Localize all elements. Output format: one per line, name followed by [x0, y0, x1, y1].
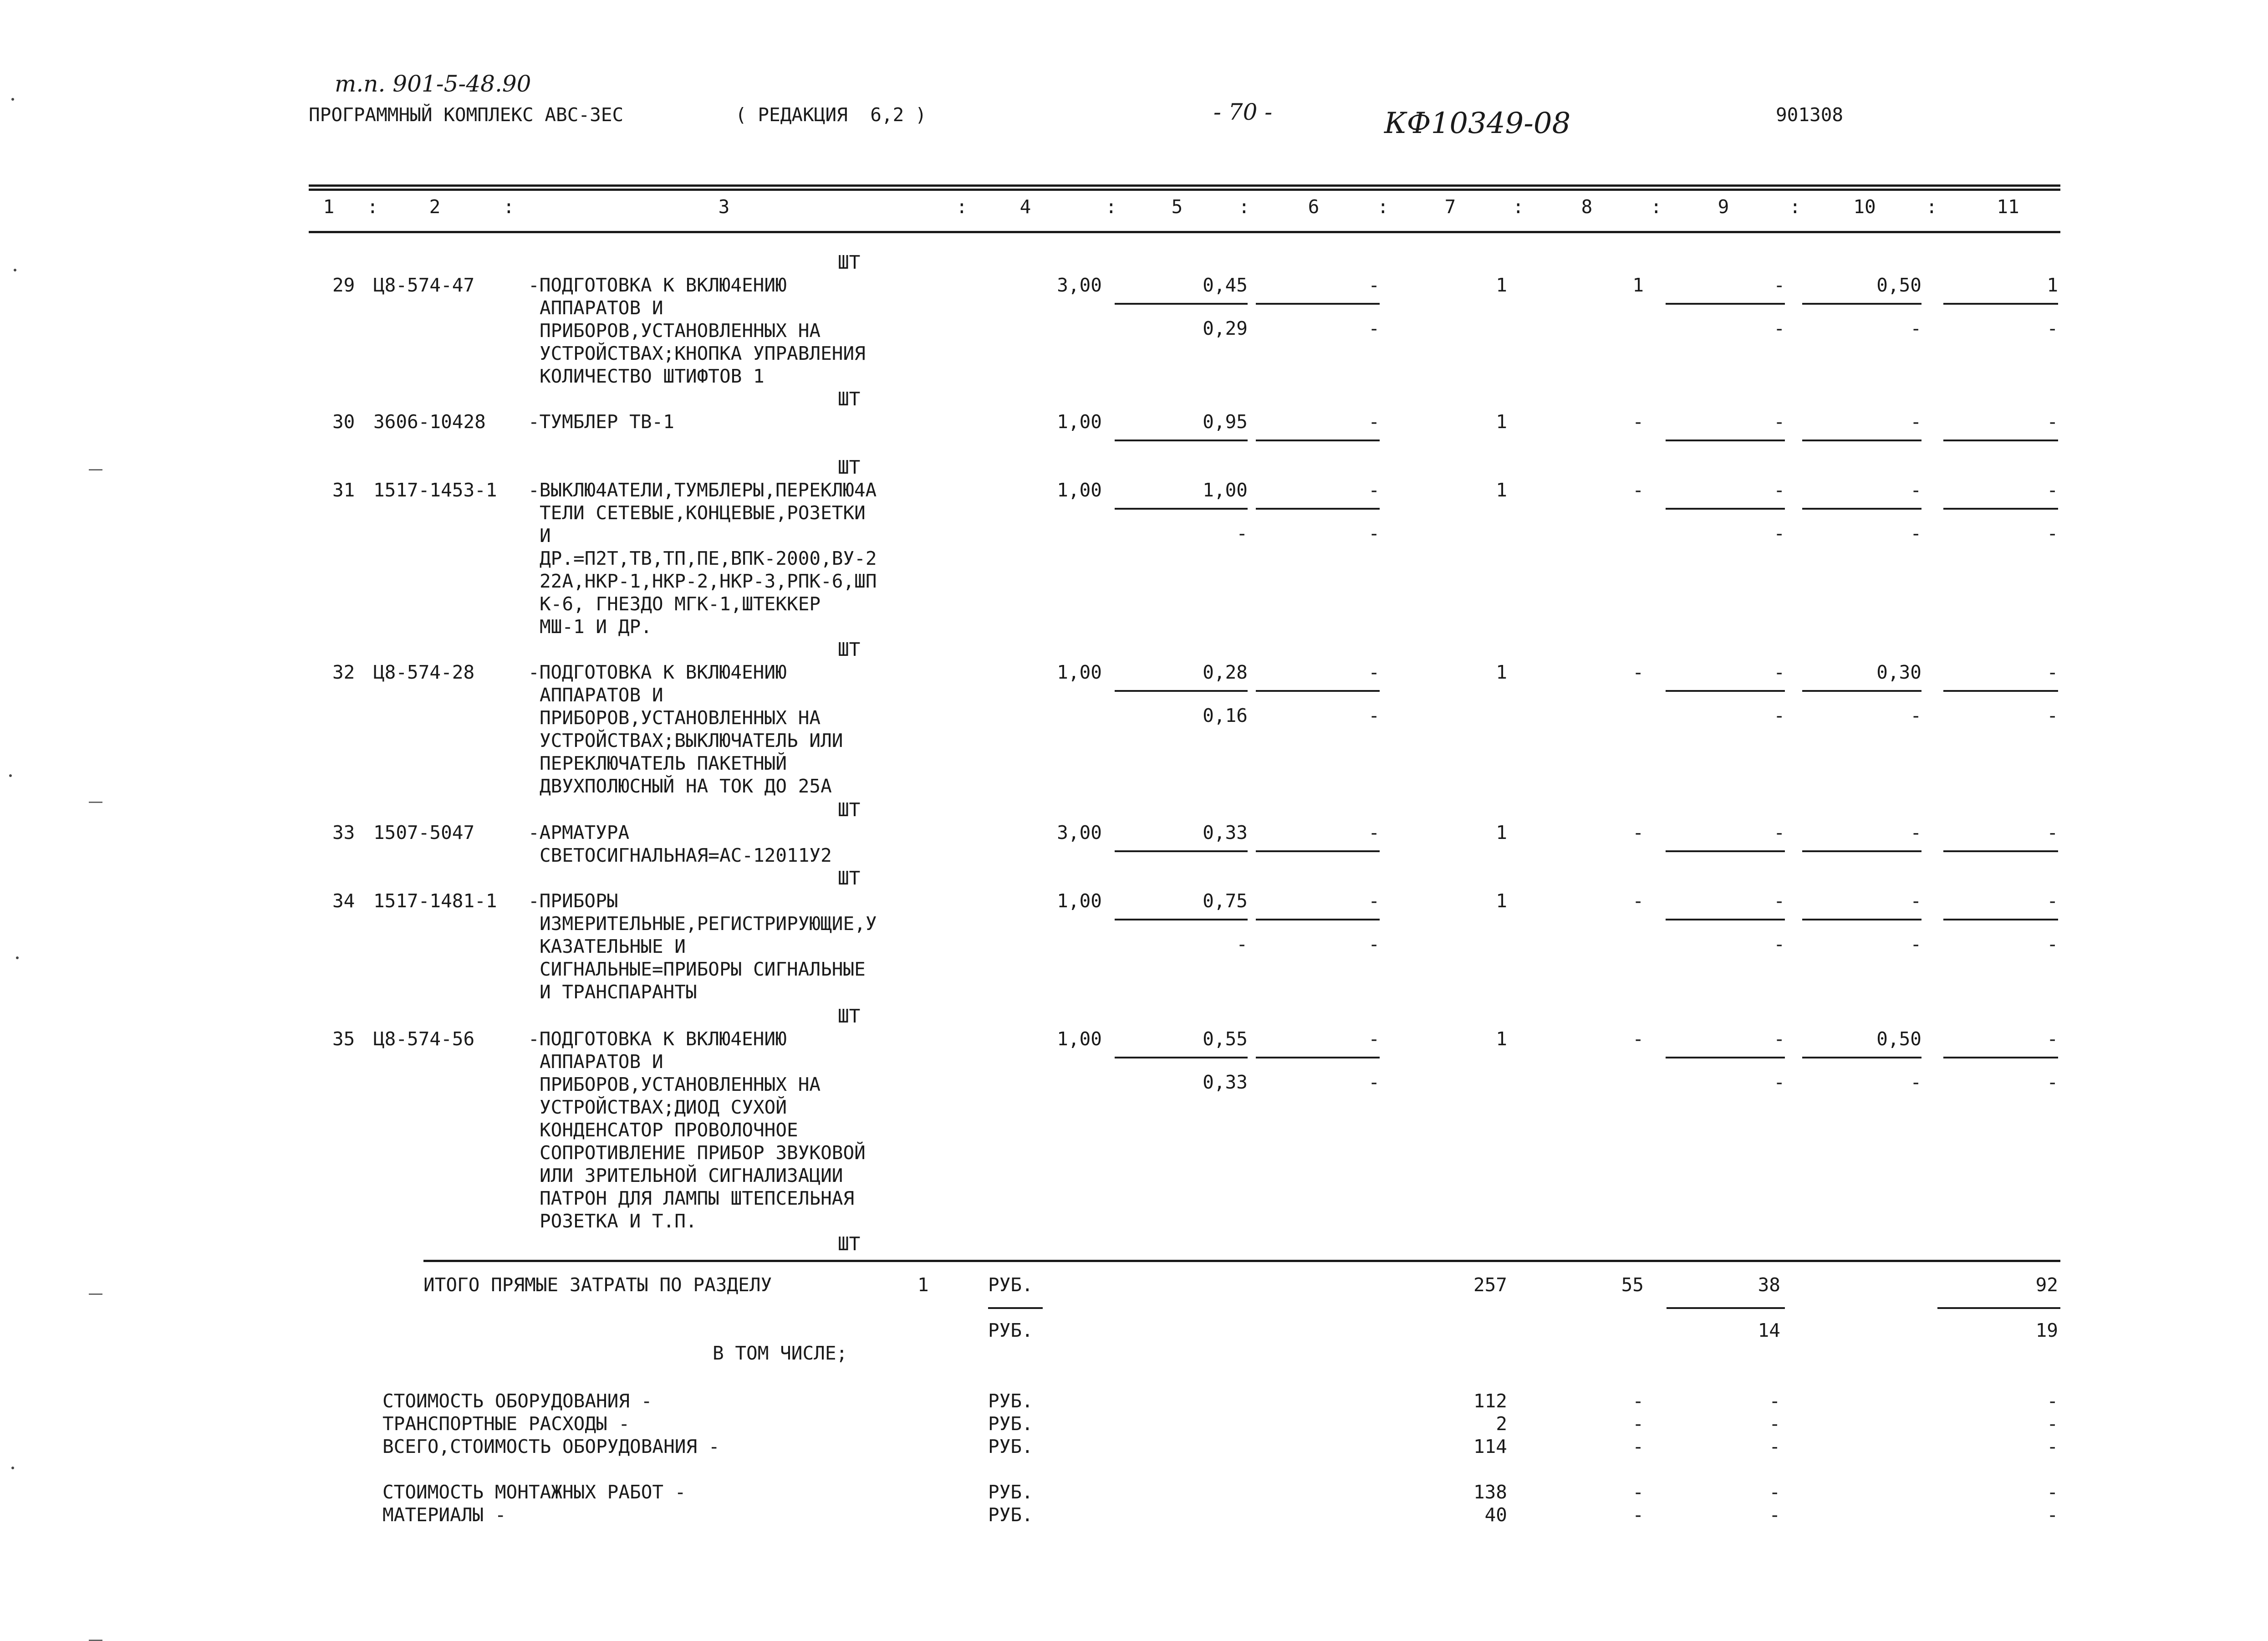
row-col9: -	[1774, 822, 1785, 844]
cell-rule	[1115, 440, 1248, 441]
column-header-9: 9	[1718, 196, 1729, 218]
cell-rule	[1802, 919, 1921, 920]
summary-col9: -	[1769, 1413, 1780, 1435]
row-col6-b: -	[1368, 933, 1380, 955]
row-col7: 1	[1496, 890, 1507, 912]
totals-currency: РУБ.	[988, 1274, 1033, 1296]
column-header-11: 11	[1997, 196, 2019, 218]
row-col8: -	[1632, 411, 1644, 433]
summary-col9: -	[1769, 1481, 1780, 1503]
summary-col11: -	[2047, 1481, 2058, 1503]
header-rule-bottom	[309, 231, 2060, 233]
row-description-line: АППАРАТОВ И	[540, 1051, 663, 1073]
row-col5-b: -	[1236, 933, 1248, 955]
unit-label: ШТ	[838, 639, 861, 660]
row-description-line: КОЛИЧЕСТВО ШТИФТОВ 1	[540, 365, 764, 387]
cell-rule	[1802, 850, 1921, 852]
row-col11-b: -	[2047, 317, 2058, 339]
row-description-line: -ПОДГОТОВКА К ВКЛЮ4ЕНИЮ	[528, 1028, 787, 1050]
row-description-line: УСТРОЙСТВАХ;ДИОД СУХОЙ	[540, 1096, 787, 1118]
row-col10: -	[1910, 479, 1921, 501]
column-separator: :	[1513, 196, 1524, 218]
cell-rule	[1943, 508, 2058, 510]
document-code: КФ10349-08	[1384, 107, 1571, 140]
row-description-line: ПАТРОН ДЛЯ ЛАМПЫ ШТЕПСЕЛЬНАЯ	[540, 1187, 855, 1209]
row-col11: -	[2047, 1028, 2058, 1050]
cell-rule	[1115, 850, 1248, 852]
row-col8: -	[1632, 479, 1644, 501]
column-separator: :	[1106, 196, 1117, 218]
scan-mark	[89, 802, 102, 803]
unit-label: ШТ	[838, 1005, 861, 1027]
summary-col7: 112	[1473, 1390, 1507, 1412]
row-col11: -	[2047, 890, 2058, 912]
column-header-8: 8	[1581, 196, 1593, 218]
row-col6-b: -	[1368, 522, 1380, 544]
totals-col9-rule	[1667, 1307, 1785, 1309]
row-col11: -	[2047, 661, 2058, 683]
summary-label: СТОИМОСТЬ МОНТАЖНЫХ РАБОТ -	[382, 1481, 686, 1503]
row-description-line: РОЗЕТКА И Т.П.	[540, 1210, 697, 1232]
row-number: 35	[332, 1028, 355, 1050]
cell-rule	[1666, 440, 1785, 441]
summary-col7: 114	[1473, 1436, 1507, 1457]
row-col11: -	[2047, 411, 2058, 433]
cell-rule	[1256, 440, 1380, 441]
row-col5-b: 0,16	[1203, 705, 1248, 726]
row-description-line: 22А,НКР-1,НКР-2,НКР-3,РПК-6,ШП	[540, 570, 877, 592]
row-col6: -	[1368, 274, 1380, 296]
row-col5-b: 0,29	[1203, 317, 1248, 339]
row-description-line: СОПРОТИВЛЕНИЕ ПРИБОР ЗВУКОВОЙ	[540, 1142, 866, 1164]
row-col5: 0,33	[1203, 822, 1248, 844]
summary-col7: 40	[1484, 1504, 1507, 1526]
column-separator: :	[1651, 196, 1662, 218]
row-description-line: -ВЫКЛЮ4АТЕЛИ,ТУМБЛЕРЫ,ПЕРЕКЛЮ4А	[528, 479, 877, 501]
row-col11-b: -	[2047, 705, 2058, 726]
cell-rule	[1802, 303, 1921, 305]
row-col11-b: -	[2047, 933, 2058, 955]
totals-section: 1	[917, 1274, 929, 1296]
row-col11-b: -	[2047, 522, 2058, 544]
cell-rule	[1666, 919, 1785, 920]
column-header-7: 7	[1444, 196, 1456, 218]
row-col11: -	[2047, 479, 2058, 501]
unit-label: ШТ	[838, 388, 861, 410]
column-header-10: 10	[1853, 196, 1876, 218]
row-col7: 1	[1496, 274, 1507, 296]
totals-currency-rule	[988, 1307, 1043, 1309]
row-col6-b: -	[1368, 705, 1380, 726]
row-col9-b: -	[1774, 933, 1785, 955]
row-number: 30	[332, 411, 355, 433]
row-col4: 1,00	[1057, 479, 1102, 501]
cell-rule	[1115, 919, 1248, 920]
cell-rule	[1256, 508, 1380, 510]
row-col6: -	[1368, 1028, 1380, 1050]
cell-rule	[1802, 690, 1921, 692]
summary-col11: -	[2047, 1504, 2058, 1526]
cell-rule	[1115, 303, 1248, 305]
document-number: 901308	[1776, 104, 1844, 126]
row-code: Ц8-574-56	[373, 1028, 475, 1050]
column-header-5: 5	[1171, 196, 1183, 218]
column-separator: :	[1238, 196, 1250, 218]
cell-rule	[1256, 1057, 1380, 1058]
row-col6-b: -	[1368, 1071, 1380, 1093]
row-col4: 3,00	[1057, 274, 1102, 296]
summary-col11: -	[2047, 1390, 2058, 1412]
summary-col9: -	[1769, 1390, 1780, 1412]
cell-rule	[1943, 919, 2058, 920]
row-col5: 0,45	[1203, 274, 1248, 296]
row-col7: 1	[1496, 479, 1507, 501]
row-description-line: АППАРАТОВ И	[540, 684, 663, 706]
cell-rule	[1666, 1057, 1785, 1058]
row-col4: 1,00	[1057, 1028, 1102, 1050]
row-description-line: СВЕТОСИГНАЛЬНАЯ=АС-12011У2	[540, 844, 832, 866]
column-separator: :	[1789, 196, 1801, 218]
unit-label: ШТ	[838, 1233, 861, 1255]
cell-rule	[1256, 850, 1380, 852]
row-col10: -	[1910, 822, 1921, 844]
summary-col8: -	[1632, 1413, 1644, 1435]
column-header-6: 6	[1308, 196, 1320, 218]
unit-label: ШТ	[838, 251, 861, 273]
row-col5: 0,75	[1203, 890, 1248, 912]
row-code: 3606-10428	[373, 411, 486, 433]
cell-rule	[1666, 508, 1785, 510]
program-edition: ( РЕДАКЦИЯ 6,2 )	[735, 104, 927, 126]
cell-rule	[1256, 303, 1380, 305]
cell-rule	[1802, 440, 1921, 441]
summary-col7: 2	[1496, 1413, 1507, 1435]
row-number: 33	[332, 822, 355, 844]
totals-col9: 38	[1758, 1274, 1780, 1296]
row-col10: 0,30	[1876, 661, 1921, 683]
row-code: Ц8-574-28	[373, 661, 475, 683]
row-col5: 0,28	[1203, 661, 1248, 683]
summary-currency: РУБ.	[988, 1413, 1033, 1435]
column-separator: :	[503, 196, 515, 218]
cell-rule	[1666, 690, 1785, 692]
row-col10: -	[1910, 411, 1921, 433]
row-number: 29	[332, 274, 355, 296]
column-header-3: 3	[718, 196, 730, 218]
summary-col11: -	[2047, 1436, 2058, 1457]
header-rule-top	[309, 184, 2060, 187]
cell-rule	[1802, 508, 1921, 510]
totals-col11: 92	[2035, 1274, 2058, 1296]
summary-col8: -	[1632, 1504, 1644, 1526]
cell-rule	[1943, 1057, 2058, 1058]
row-description-line: -ТУМБЛЕР ТВ-1	[528, 411, 674, 433]
row-description-line: СИГНАЛЬНЫЕ=ПРИБОРЫ СИГНАЛЬНЫЕ	[540, 958, 866, 980]
cell-rule	[1943, 850, 2058, 852]
row-description-line: -АРМАТУРА	[528, 822, 630, 844]
row-col5-b: -	[1236, 522, 1248, 544]
row-col7: 1	[1496, 822, 1507, 844]
totals-including: В ТОМ ЧИСЛЕ;	[713, 1342, 848, 1364]
column-separator: :	[1377, 196, 1389, 218]
row-col8: -	[1632, 822, 1644, 844]
row-description-line: МШ-1 И ДР.	[540, 616, 652, 638]
row-description-line: И ТРАНСПАРАНТЫ	[540, 981, 697, 1003]
scan-speck	[11, 1467, 14, 1469]
cell-rule	[1943, 440, 2058, 441]
row-col6: -	[1368, 822, 1380, 844]
column-separator: :	[956, 196, 968, 218]
row-code: 1507-5047	[373, 822, 475, 844]
totals-col7: 257	[1473, 1274, 1507, 1296]
handwritten-reference: т.п. 901-5-48.90	[335, 71, 531, 97]
unit-label: ШТ	[838, 456, 861, 478]
summary-col8: -	[1632, 1481, 1644, 1503]
row-col10: -	[1910, 890, 1921, 912]
scan-speck	[9, 774, 12, 777]
row-col9-b: -	[1774, 522, 1785, 544]
row-col5-b: 0,33	[1203, 1071, 1248, 1093]
cell-rule	[1943, 303, 2058, 305]
row-col10: 0,50	[1876, 1028, 1921, 1050]
row-col10-b: -	[1910, 317, 1921, 339]
scan-speck	[14, 269, 16, 271]
cell-rule	[1115, 690, 1248, 692]
cell-rule	[1256, 919, 1380, 920]
row-col8: -	[1632, 1028, 1644, 1050]
summary-currency: РУБ.	[988, 1390, 1033, 1412]
row-description-line: УСТРОЙСТВАХ;КНОПКА УПРАВЛЕНИЯ	[540, 343, 866, 364]
cell-rule	[1666, 850, 1785, 852]
summary-label: МАТЕРИАЛЫ -	[382, 1504, 506, 1526]
unit-label: ШТ	[838, 867, 861, 889]
totals-col11-rule	[1937, 1307, 2060, 1309]
totals-col11-b: 19	[2035, 1319, 2058, 1341]
cell-rule	[1802, 1057, 1921, 1058]
scan-mark	[89, 469, 102, 470]
row-description-line: КАЗАТЕЛЬНЫЕ И	[540, 936, 686, 957]
row-description-line: ДР.=П2Т,ТВ,ТП,ПЕ,ВПК-2000,ВУ-2	[540, 547, 877, 569]
row-col10-b: -	[1910, 705, 1921, 726]
summary-label: СТОИМОСТЬ ОБОРУДОВАНИЯ -	[382, 1390, 652, 1412]
row-code: 1517-1453-1	[373, 479, 497, 501]
column-header-4: 4	[1019, 196, 1031, 218]
row-col9-b: -	[1774, 1071, 1785, 1093]
row-description-line: ПРИБОРОВ,УСТАНОВЛЕННЫХ НА	[540, 707, 821, 729]
summary-col8: -	[1632, 1390, 1644, 1412]
column-header-1: 1	[323, 196, 335, 218]
totals-col8: 55	[1621, 1274, 1644, 1296]
row-col7: 1	[1496, 661, 1507, 683]
column-header-2: 2	[429, 196, 441, 218]
summary-currency: РУБ.	[988, 1436, 1033, 1457]
totals-currency-2: РУБ.	[988, 1319, 1033, 1341]
scan-speck	[11, 98, 14, 101]
row-col5: 0,55	[1203, 1028, 1248, 1050]
summary-col11: -	[2047, 1413, 2058, 1435]
row-col9: -	[1774, 661, 1785, 683]
row-col11: 1	[2047, 274, 2058, 296]
row-code: 1517-1481-1	[373, 890, 497, 912]
header-rule-top2	[309, 189, 2060, 191]
row-number: 31	[332, 479, 355, 501]
row-col4: 1,00	[1057, 661, 1102, 683]
summary-col8: -	[1632, 1436, 1644, 1457]
cell-rule	[1666, 303, 1785, 305]
row-col8: -	[1632, 890, 1644, 912]
row-col11-b: -	[2047, 1071, 2058, 1093]
row-col9: -	[1774, 1028, 1785, 1050]
row-number: 34	[332, 890, 355, 912]
row-col8: 1	[1632, 274, 1644, 296]
row-col9: -	[1774, 890, 1785, 912]
totals-label: ИТОГО ПРЯМЫЕ ЗАТРАТЫ ПО РАЗДЕЛУ	[423, 1274, 772, 1296]
row-col9: -	[1774, 479, 1785, 501]
row-col10-b: -	[1910, 933, 1921, 955]
totals-col9-b: 14	[1758, 1319, 1780, 1341]
row-col9-b: -	[1774, 705, 1785, 726]
page-number: - 70 -	[1213, 99, 1273, 125]
row-description-line: -ПОДГОТОВКА К ВКЛЮ4ЕНИЮ	[528, 274, 787, 296]
totals-rule	[423, 1260, 2060, 1262]
row-description-line: ПРИБОРОВ,УСТАНОВЛЕННЫХ НА	[540, 320, 821, 342]
cell-rule	[1115, 508, 1248, 510]
row-col9-b: -	[1774, 317, 1785, 339]
summary-label: ТРАНСПОРТНЫЕ РАСХОДЫ -	[382, 1413, 630, 1435]
summary-currency: РУБ.	[988, 1504, 1033, 1526]
row-col7: 1	[1496, 1028, 1507, 1050]
row-col8: -	[1632, 661, 1644, 683]
scan-mark	[89, 1293, 102, 1295]
row-description-line: -ПОДГОТОВКА К ВКЛЮ4ЕНИЮ	[528, 661, 787, 683]
summary-col9: -	[1769, 1504, 1780, 1526]
row-description-line: ДВУХПОЛЮСНЫЙ НА ТОК ДО 25А	[540, 775, 832, 797]
row-col11: -	[2047, 822, 2058, 844]
row-description-line: И	[540, 525, 551, 547]
row-col6: -	[1368, 890, 1380, 912]
row-col5: 1,00	[1203, 479, 1248, 501]
summary-label: ВСЕГО,СТОИМОСТЬ ОБОРУДОВАНИЯ -	[382, 1436, 720, 1457]
row-col9: -	[1774, 274, 1785, 296]
cell-rule	[1256, 690, 1380, 692]
row-col10-b: -	[1910, 522, 1921, 544]
row-description-line: К-6, ГНЕЗДО МГК-1,ШТЕККЕР	[540, 593, 821, 615]
row-description-line: ТЕЛИ СЕТЕВЫЕ,КОНЦЕВЫЕ,РОЗЕТКИ	[540, 502, 866, 524]
row-col7: 1	[1496, 411, 1507, 433]
row-col6: -	[1368, 411, 1380, 433]
row-col4: 1,00	[1057, 890, 1102, 912]
row-col6: -	[1368, 479, 1380, 501]
program-title: ПРОГРАММНЫЙ КОМПЛЕКС АВС-3ЕС	[309, 104, 624, 126]
row-code: Ц8-574-47	[373, 274, 475, 296]
row-description-line: УСТРОЙСТВАХ;ВЫКЛЮЧАТЕЛЬ ИЛИ	[540, 730, 843, 751]
cell-rule	[1115, 1057, 1248, 1058]
row-description-line: ПЕРЕКЛЮЧАТЕЛЬ ПАКЕТНЫЙ	[540, 752, 787, 774]
row-description-line: КОНДЕНСАТОР ПРОВОЛОЧНОЕ	[540, 1119, 798, 1141]
summary-col7: 138	[1473, 1481, 1507, 1503]
column-separator: :	[1926, 196, 1937, 218]
unit-label: ШТ	[838, 799, 861, 821]
row-number: 32	[332, 661, 355, 683]
row-col4: 1,00	[1057, 411, 1102, 433]
cell-rule	[1943, 690, 2058, 692]
row-description-line: ПРИБОРОВ,УСТАНОВЛЕННЫХ НА	[540, 1074, 821, 1095]
row-description-line: -ПРИБОРЫ	[528, 890, 618, 912]
row-col9: -	[1774, 411, 1785, 433]
row-description-line: ИЛИ ЗРИТЕЛЬНОЙ СИГНАЛИЗАЦИИ	[540, 1165, 843, 1186]
row-col10-b: -	[1910, 1071, 1921, 1093]
summary-currency: РУБ.	[988, 1481, 1033, 1503]
column-separator: :	[367, 196, 378, 218]
summary-col9: -	[1769, 1436, 1780, 1457]
row-col6-b: -	[1368, 317, 1380, 339]
row-description-line: АППАРАТОВ И	[540, 297, 663, 319]
row-col5: 0,95	[1203, 411, 1248, 433]
row-col10: 0,50	[1876, 274, 1921, 296]
row-col4: 3,00	[1057, 822, 1102, 844]
row-description-line: ИЗМЕРИТЕЛЬНЫЕ,РЕГИСТРИРУЮЩИЕ,У	[540, 913, 877, 935]
scan-speck	[16, 956, 19, 959]
row-col6: -	[1368, 661, 1380, 683]
